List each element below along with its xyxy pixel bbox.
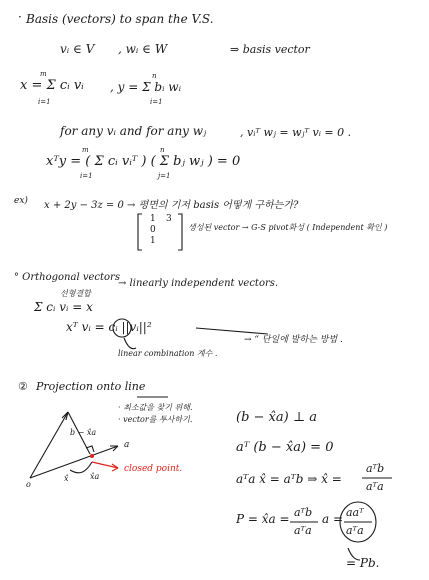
label-xhat: x̂ <box>64 474 69 483</box>
eq-p: P = x̂a = <box>236 512 290 526</box>
ex-equation: x + 2y − 3z = 0 → 평면의 기저 basis 어떻게 구하는가? <box>44 200 299 211</box>
solve-method: → “ 단일에 발하는 방법 . <box>244 335 343 345</box>
sum-bot-i1: i=1 <box>38 98 51 106</box>
for-any: for any vᵢ and for any wⱼ <box>60 124 207 138</box>
section-number: ② <box>18 380 28 393</box>
sum-ci-vi: Σ cᵢ vᵢ = x <box>34 300 93 314</box>
sum-top-m: m <box>40 70 47 78</box>
wi-in-w: , wᵢ ∈ W <box>118 42 168 56</box>
frac2-num: aᵀb <box>294 506 313 519</box>
xt-vi-eq: xᵀ vᵢ = cᵢ ||vᵢ||² <box>66 320 152 334</box>
sum2-bot-j: j=1 <box>158 172 171 180</box>
sum-top-n: n <box>152 72 157 80</box>
sum-bot-i1b: i=1 <box>150 98 163 106</box>
lc-coef: linear combination 계수 . <box>118 349 218 358</box>
frac2-den: aᵀa <box>294 524 312 537</box>
projection-title: Projection onto line <box>36 380 146 393</box>
label-b-minus-xa: b − x̂a <box>70 428 97 437</box>
ex-label: ex) <box>14 196 28 206</box>
closest-point: closed point. <box>124 464 183 474</box>
orthogonal-vectors: ° Orthogonal vectors <box>14 272 120 283</box>
linear-combination-kor: 선형결합 <box>60 289 91 298</box>
frac3-num: aaᵀ <box>346 506 364 519</box>
eq-perp: (b − x̂a) ⊥ a <box>236 410 317 425</box>
bullet-dot: · <box>18 10 22 24</box>
gs-note: 생성된 vector → G-S pivot화성 ( Independent 확인 ) <box>188 223 388 232</box>
eq-at: aᵀ (b − x̂a) = 0 <box>236 440 334 455</box>
sum2-top-n: n <box>160 146 165 154</box>
matrix-col2: 3 <box>166 214 172 224</box>
heading-basis: Basis (vectors) to span the V.S. <box>26 12 214 26</box>
proj-note-2: · vector를 투사하기. <box>118 415 193 424</box>
linearly-independent: → linearly independent vectors. <box>118 278 279 289</box>
eq-normal: aᵀa x̂ = aᵀb ⇒ x̂ = <box>236 472 342 486</box>
x-sum: x = Σ cᵢ vᵢ <box>20 78 84 93</box>
label-origin: o <box>26 480 31 489</box>
eq-a-eq: a = <box>322 512 344 526</box>
frac1-den: aᵀa <box>366 480 384 493</box>
label-xhat-a: x̂a <box>90 472 100 481</box>
sum2-bot: i=1 <box>80 172 93 180</box>
sum2-top-m: m <box>82 146 89 154</box>
frac3-den: aᵀa <box>346 524 364 537</box>
label-a: a <box>124 440 130 450</box>
xty-eq: xᵀy = ( Σ cᵢ vᵢᵀ ) ( Σ bⱼ wⱼ ) = 0 <box>46 154 241 169</box>
eq-pb: = Pb. <box>346 556 380 570</box>
matrix-col1: 1 0 1 <box>150 214 156 246</box>
vi-in-v: vᵢ ∈ V <box>60 42 95 56</box>
orthogonality-eq: , vᵢᵀ wⱼ = wⱼᵀ vᵢ = 0 . <box>240 126 352 139</box>
proj-note-1: · 최소값을 찾기 위해. <box>118 403 193 412</box>
y-sum: , y = Σ bᵢ wᵢ <box>110 80 181 94</box>
frac1-num: aᵀb <box>366 462 385 475</box>
basis-vector-note: ⇒ basis vector <box>230 43 310 56</box>
